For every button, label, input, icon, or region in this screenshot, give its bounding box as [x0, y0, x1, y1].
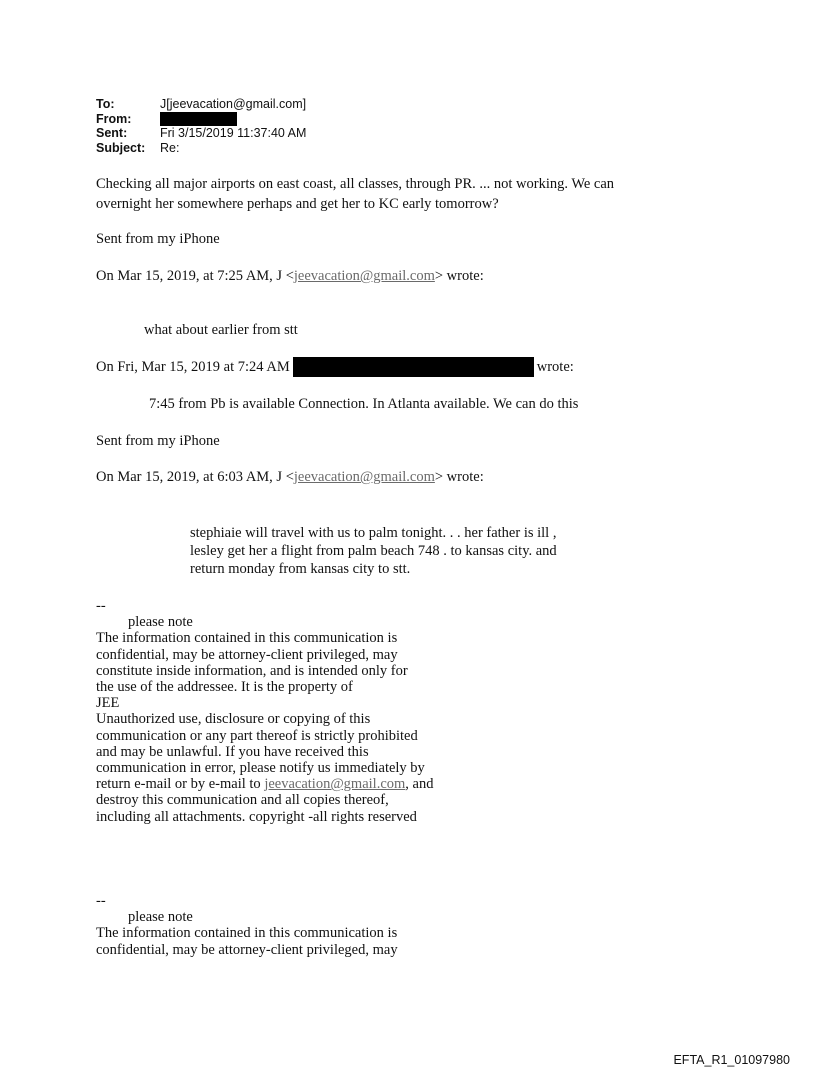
email-link[interactable]: jeevacation@gmail.com	[264, 776, 406, 793]
to-value: J[jeevacation@gmail.com]	[160, 97, 307, 111]
signature-line: Sent from my iPhone	[96, 231, 220, 247]
original-line: return monday from kansas city to stt.	[190, 561, 411, 577]
disclaimer-line: communication or any part thereof is strictly prohibited	[96, 727, 418, 744]
to-row	[96, 97, 306, 112]
quote-header	[96, 266, 484, 286]
please-note: please note	[128, 909, 193, 926]
from-label: From:	[96, 111, 132, 126]
please-note: please note	[128, 614, 193, 631]
message-line: overnight her somewhere perhaps and get her to KC early tomorrow?	[96, 196, 499, 212]
disclaimer-prefix: return e-mail or by e-mail to	[96, 776, 265, 793]
disclaimer-line: communication in error, please notify us immediately by	[96, 760, 425, 777]
quote-header	[96, 467, 484, 487]
signature-line: Sent from my iPhone	[96, 433, 220, 449]
reply-text: what about earlier from stt	[144, 322, 298, 338]
disclaimer-line: The information contained in this communication is	[96, 925, 398, 942]
disclaimer-line: and may be unlawful. If you have received this	[96, 743, 369, 760]
quote-header-suffix: wrote:	[536, 359, 574, 375]
disclaimer-line: constitute inside information, and is intended only for	[96, 662, 408, 679]
bates-number: EFTA_R1_01097980	[673, 1053, 790, 1067]
sent-value: Fri 3/15/2019 11:37:40 AM	[160, 126, 307, 140]
disclaimer-line: including all attachments. copyright -all rights reserved	[96, 808, 417, 825]
disclaimer-line: Unauthorized use, disclosure or copying of this	[96, 711, 371, 728]
email-link[interactable]: jeevacation@gmail.com	[293, 469, 435, 485]
disclaimer-block	[96, 598, 433, 825]
message-body	[96, 174, 614, 214]
disclaimer-line: The information contained in this communication is	[96, 630, 398, 647]
sent-label: Sent:	[96, 126, 128, 140]
disclaimer-line: JEE	[96, 695, 120, 712]
message-line: Checking all major airports on east coast, all classes, through PR. ... not working. We can	[96, 176, 615, 192]
disclaimer-line	[96, 776, 433, 792]
original-line: lesley get her a flight from palm beach 748 . to kansas city. and	[190, 543, 557, 559]
quote-header-prefix: On Fri, Mar 15, 2019 at 7:24 AM	[96, 359, 290, 375]
sender-redaction	[293, 357, 534, 377]
signature-separator: --	[96, 893, 106, 909]
reply-text: 7:45 from Pb is available Connection. In Atlanta available. We can do this	[149, 396, 579, 412]
subject-label: Subject:	[96, 140, 146, 155]
email-link[interactable]: jeevacation@gmail.com	[293, 268, 435, 284]
quote-header-prefix: On Mar 15, 2019, at 7:25 AM, J <	[96, 268, 294, 284]
sent-row	[96, 126, 306, 141]
subject-row	[96, 141, 306, 156]
signature-separator: --	[96, 598, 106, 614]
quote-header-prefix: On Mar 15, 2019, at 6:03 AM, J <	[96, 469, 294, 485]
quote-header-suffix: > wrote:	[434, 469, 484, 485]
disclaimer-block	[96, 893, 398, 958]
email-header	[96, 97, 306, 155]
subject-value: Re:	[160, 140, 180, 155]
disclaimer-line: the use of the addressee. It is the property of	[96, 679, 353, 696]
original-line: stephiaie will travel with us to palm tonight. . . her father is ill ,	[190, 525, 557, 541]
from-row	[96, 112, 306, 127]
quote-header-suffix: > wrote:	[434, 268, 484, 284]
original-message	[190, 524, 557, 578]
disclaimer-line: confidential, may be attorney-client privileged, may	[96, 941, 398, 958]
from-redaction	[160, 112, 237, 126]
to-label: To:	[96, 97, 115, 111]
disclaimer-line: destroy this communication and all copies thereof,	[96, 792, 389, 809]
disclaimer-line: confidential, may be attorney-client privileged, may	[96, 646, 398, 663]
disclaimer-suffix: , and	[405, 776, 434, 793]
quote-header-redacted	[96, 357, 574, 377]
